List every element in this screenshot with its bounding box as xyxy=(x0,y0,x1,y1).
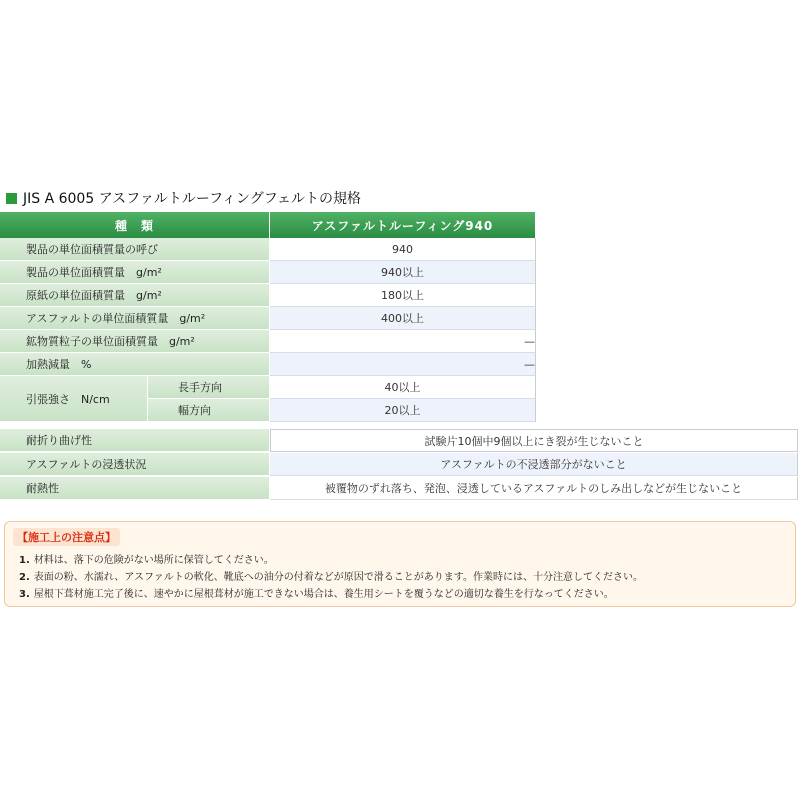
precaution-number: 1. xyxy=(19,555,30,566)
tensile-long-label: 長手方向 xyxy=(148,376,270,399)
tensile-width-value: 20以上 xyxy=(270,399,536,422)
row-value: 940以上 xyxy=(270,261,536,284)
header-product: アスファルトルーフィング940 xyxy=(270,212,536,238)
row-value: 180以上 xyxy=(270,284,536,307)
spec-title xyxy=(6,188,361,208)
precaution-item xyxy=(19,568,643,583)
row-label: アスファルトの単位面積質量 g/m² xyxy=(0,307,270,330)
tensile-long-value: 40以上 xyxy=(270,376,536,399)
precautions-box xyxy=(4,521,796,607)
row-value: 400以上 xyxy=(270,307,536,330)
precaution-text: 材料は、落下の危険がない場所に保管してください。 xyxy=(33,555,274,566)
row-value: 被覆物のずれ落ち、発泡、浸透しているアスファルトのしみ出しなどが生じないこと xyxy=(270,477,798,500)
spec-table xyxy=(0,212,800,502)
row-value: 940 xyxy=(270,238,536,261)
row-label: 耐熱性 xyxy=(0,477,270,500)
row-label: アスファルトの浸透状況 xyxy=(0,453,270,476)
row-label: 加熱減量 % xyxy=(0,353,270,376)
row-value: — xyxy=(270,353,536,376)
precaution-number: 3. xyxy=(19,589,30,600)
precaution-item xyxy=(19,551,274,566)
row-label: 耐折り曲げ性 xyxy=(0,429,270,452)
precaution-text: 表面の粉、水濡れ、アスファルトの軟化、靴底への油分の付着などが原因で滑ることがあります。作業時には、十分注意してください。 xyxy=(33,572,643,583)
row-label: 原紙の単位面積質量 g/m² xyxy=(0,284,270,307)
row-value: 試験片10個中9個以上にき裂が生じないこと xyxy=(270,429,798,452)
row-value: アスファルトの不浸透部分がないこと xyxy=(270,453,798,476)
row-label: 製品の単位面積質量 g/m² xyxy=(0,261,270,284)
spec-title-text: JIS A 6005 アスファルトルーフィングフェルトの規格 xyxy=(23,191,362,207)
precaution-number: 2. xyxy=(19,572,30,583)
tensile-width-label: 幅方向 xyxy=(148,399,270,422)
row-label: 鉱物質粒子の単位面積質量 g/m² xyxy=(0,330,270,353)
row-value: — xyxy=(270,330,536,353)
green-square-icon xyxy=(6,193,17,204)
precaution-text: 屋根下葺材施工完了後に、速やかに屋根葺材が施工できない場合は、養生用シートを覆うなどの適切な養生を行なってください。 xyxy=(33,589,614,600)
row-label: 製品の単位面積質量の呼び xyxy=(0,238,270,261)
precautions-heading: 【施工上の注意点】 xyxy=(13,528,120,546)
header-type: 種 類 xyxy=(0,212,270,238)
tensile-label: 引張強さ N/cm xyxy=(0,376,148,422)
precaution-item xyxy=(19,585,614,600)
